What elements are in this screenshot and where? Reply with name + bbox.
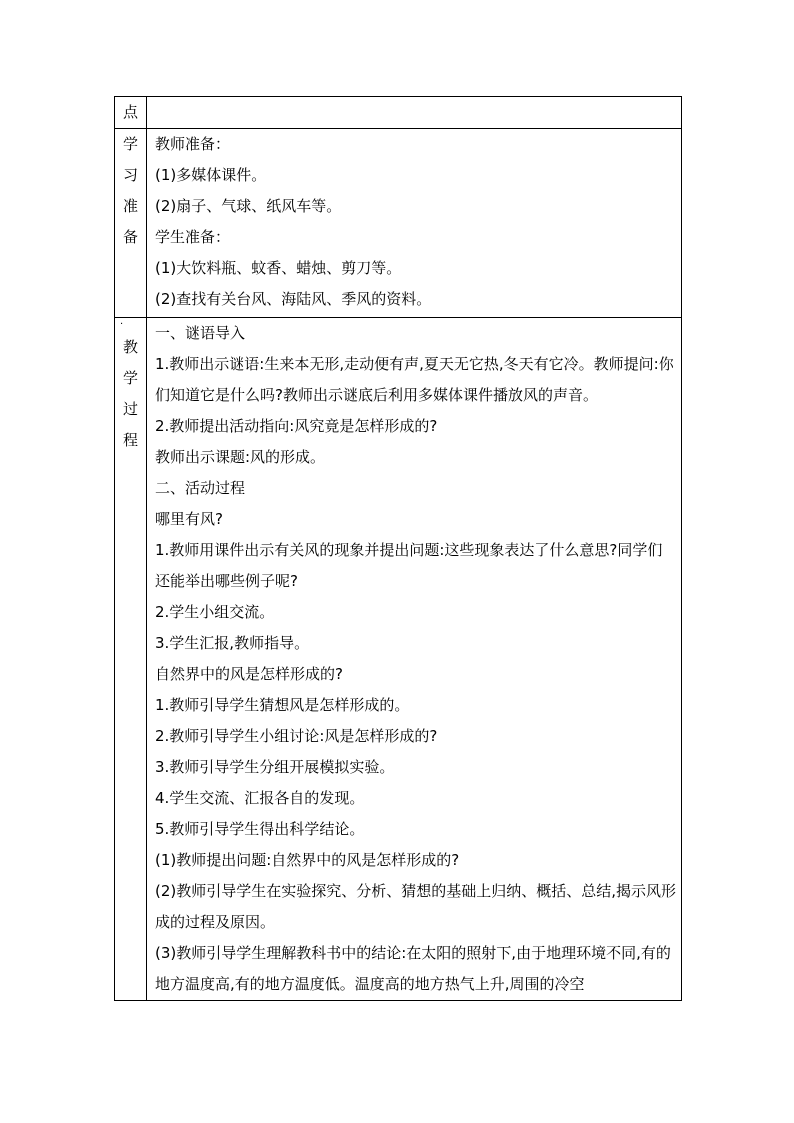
lesson-plan-table (114, 96, 682, 1001)
section-heading: 一、谜语导入 (155, 324, 246, 342)
table-row-process (115, 318, 682, 1001)
text-line: 4.学生交流、汇报各自的发现。 (155, 789, 365, 807)
process-content (147, 318, 682, 1001)
section-heading: 二、活动过程 (155, 479, 246, 497)
row-label-char: 学 (122, 369, 138, 387)
text-line: 2.学生小组交流。 (155, 603, 275, 621)
text-line: (2)扇子、气球、纸风车等。 (155, 197, 342, 215)
text-line: 教师准备： (155, 135, 231, 153)
table-row-preparation (115, 129, 682, 318)
text-line: (1)教师提出问题:自然界中的风是怎样形成的? (155, 851, 460, 869)
text-paragraph: 1.教师用课件出示有关风的现象并提出问题:这些现象表达了什么意思?同学们还能举出哪些例子呢? (155, 541, 663, 590)
row-label-cell (115, 129, 147, 318)
row-label-char: 准 (122, 197, 138, 215)
text-line: (1)多媒体课件。 (155, 166, 267, 184)
row-label-char: 学 (122, 135, 138, 153)
text-line: 学生准备： (155, 228, 231, 246)
text-line: 3.学生汇报,教师指导。 (155, 634, 310, 652)
row-label-char: 教 (122, 338, 138, 356)
text-paragraph: (3)教师引导学生理解教科书中的结论:在太阳的照射下,由于地理环境不同,有的地方温度高,有的地方温度低。温度高的地方热气上升,周围的冷空 (155, 944, 671, 993)
text-line: 2.教师提出活动指向:风究竟是怎样形成的? (155, 417, 438, 435)
table-row-point (115, 97, 682, 129)
text-line: 1.教师引导学生猜想风是怎样形成的。 (155, 696, 410, 714)
row-label-char: 备 (122, 228, 138, 246)
text-line: 哪里有风? (155, 510, 223, 528)
text-line: 自然界中的风是怎样形成的? (155, 665, 343, 683)
text-line: 5.教师引导学生得出科学结论。 (155, 820, 365, 838)
text-line: (1)大饮料瓶、蚊香、蜡烛、剪刀等。 (155, 259, 402, 277)
text-paragraph: (2)教师引导学生在实验探究、分析、猜想的基础上归纳、概括、总结,揭示风形成的过程及原因。 (155, 882, 677, 931)
bullet-mark: · (120, 319, 124, 330)
text-paragraph: 1.教师出示谜语:生来本无形,走动便有声,夏天无它热,冬天有它冷。教师提问:你们知道它是什么吗?教师出示谜底后利用多媒体课件播放风的声音。 (155, 355, 674, 404)
text-line: 2.教师引导学生小组讨论:风是怎样形成的? (155, 727, 438, 745)
row-label-cell (115, 97, 147, 129)
row-label-char: 过 (122, 400, 138, 418)
text-line: (2)查找有关台风、海陆风、季风的资料。 (155, 290, 432, 308)
row-label-cell (115, 318, 147, 1001)
row-label-char: 点 (122, 103, 138, 121)
text-line: 教师出示课题:风的形成。 (155, 448, 326, 466)
row-label-char: 程 (122, 431, 138, 449)
row-content-cell-empty (147, 97, 682, 129)
preparation-content (147, 129, 682, 318)
text-line: 3.教师引导学生分组开展模拟实验。 (155, 758, 395, 776)
row-label-char: 习 (122, 166, 138, 184)
